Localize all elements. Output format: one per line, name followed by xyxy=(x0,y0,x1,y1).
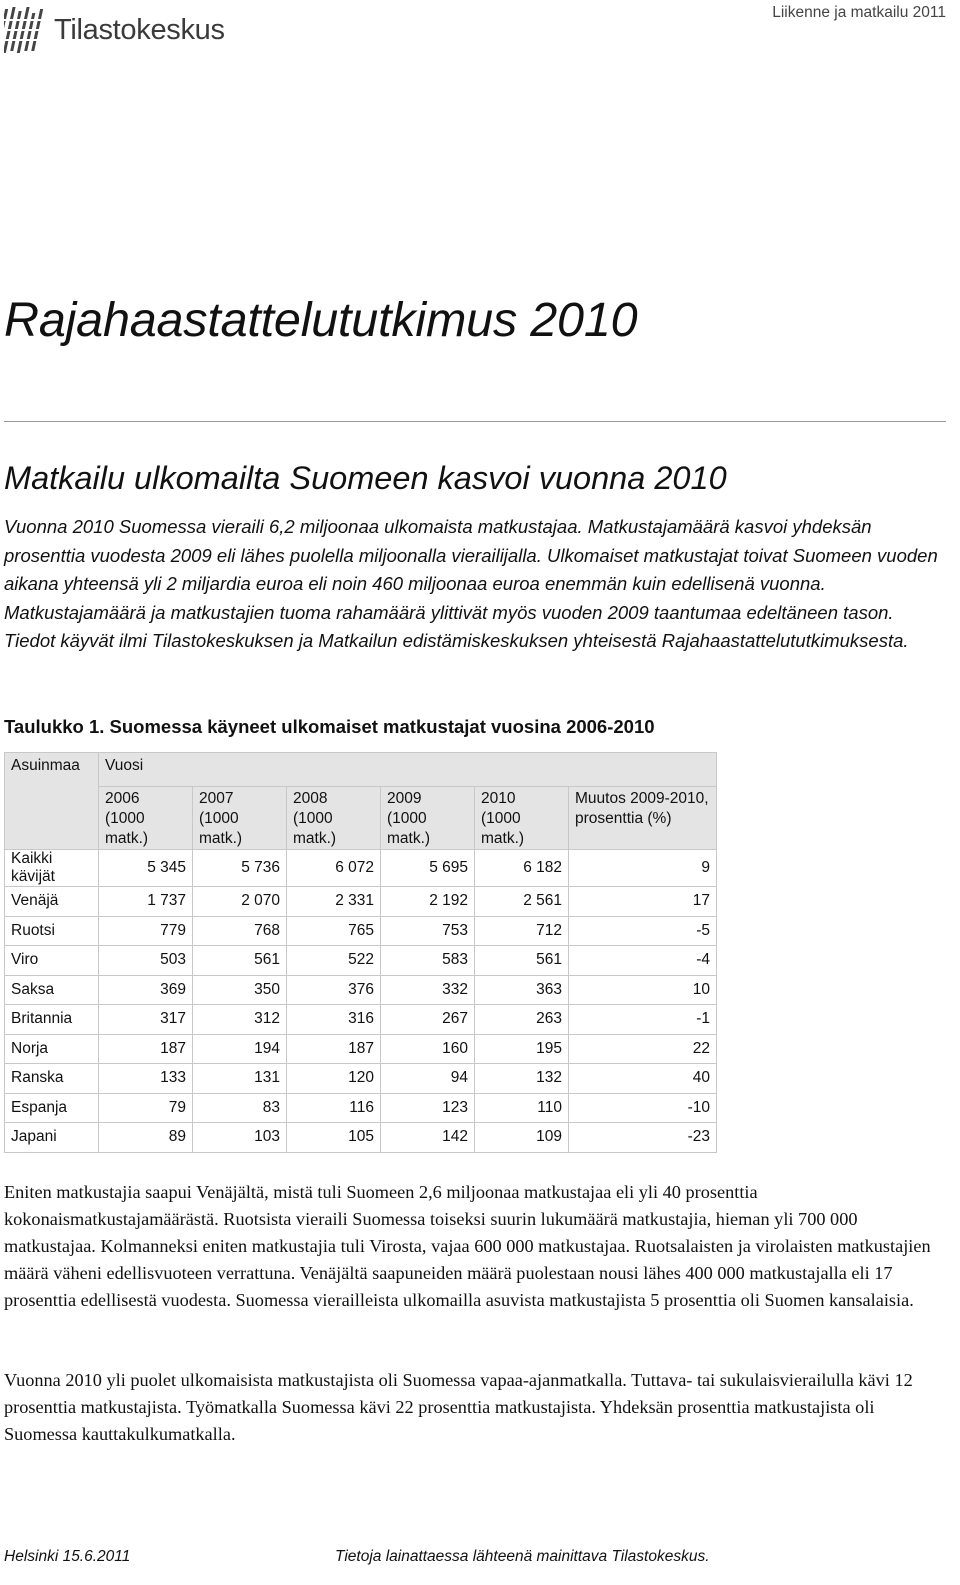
value-cell: 332 xyxy=(381,975,475,1005)
value-cell: 2 070 xyxy=(193,887,287,917)
value-cell: 522 xyxy=(287,946,381,976)
column-header xyxy=(381,787,475,850)
tilastokeskus-logo-icon xyxy=(4,5,48,55)
country-cell: Norja xyxy=(5,1034,99,1064)
country-cell: Britannia xyxy=(5,1005,99,1035)
value-cell: 116 xyxy=(287,1093,381,1123)
column-header-line1: 2007 xyxy=(199,790,234,807)
value-cell: 9 xyxy=(569,850,717,887)
header-country: Asuinmaa xyxy=(5,753,99,850)
value-cell: 187 xyxy=(99,1034,193,1064)
table-row xyxy=(5,887,717,917)
value-cell: 1 737 xyxy=(99,887,193,917)
value-cell: 6 182 xyxy=(475,850,569,887)
column-header xyxy=(193,787,287,850)
value-cell: -1 xyxy=(569,1005,717,1035)
country-cell: Ruotsi xyxy=(5,916,99,946)
value-cell: 132 xyxy=(475,1064,569,1094)
table-row xyxy=(5,1034,717,1064)
column-header xyxy=(287,787,381,850)
value-cell: 10 xyxy=(569,975,717,1005)
value-cell: -23 xyxy=(569,1123,717,1153)
column-header-line1: 2010 xyxy=(481,790,516,807)
table-row xyxy=(5,975,717,1005)
value-cell: 312 xyxy=(193,1005,287,1035)
column-header-line2: (1000 matk.) xyxy=(199,810,243,847)
value-cell: 753 xyxy=(381,916,475,946)
value-cell: 712 xyxy=(475,916,569,946)
column-header-line1: 2006 xyxy=(105,790,140,807)
value-cell: 195 xyxy=(475,1034,569,1064)
column-header-line2: prosenttia (%) xyxy=(575,810,672,827)
table-row xyxy=(5,946,717,976)
footer-date: Helsinki 15.6.2011 xyxy=(4,1548,131,1565)
value-cell: 160 xyxy=(381,1034,475,1064)
value-cell: 142 xyxy=(381,1123,475,1153)
section-label: Liikenne ja matkailu 2011 xyxy=(772,4,946,21)
page-title: Rajahaastattelututkimus 2010 xyxy=(4,293,638,347)
value-cell: 503 xyxy=(99,946,193,976)
table-row xyxy=(5,1005,717,1035)
value-cell: 6 072 xyxy=(287,850,381,887)
column-header-line2: (1000 matk.) xyxy=(481,810,525,847)
value-cell: 779 xyxy=(99,916,193,946)
country-cell: Japani xyxy=(5,1123,99,1153)
column-header-line1: 2008 xyxy=(293,790,328,807)
value-cell: 267 xyxy=(381,1005,475,1035)
value-cell: 5 736 xyxy=(193,850,287,887)
column-header xyxy=(569,787,717,850)
column-header-line2: (1000 matk.) xyxy=(105,810,149,847)
country-cell: Viro xyxy=(5,946,99,976)
value-cell: 316 xyxy=(287,1005,381,1035)
value-cell: 105 xyxy=(287,1123,381,1153)
value-cell: 187 xyxy=(287,1034,381,1064)
value-cell: 120 xyxy=(287,1064,381,1094)
value-cell: 369 xyxy=(99,975,193,1005)
column-header-line2: (1000 matk.) xyxy=(387,810,431,847)
value-cell: 83 xyxy=(193,1093,287,1123)
logo-text: Tilastokeskus xyxy=(54,13,225,46)
value-cell: 110 xyxy=(475,1093,569,1123)
value-cell: 2 331 xyxy=(287,887,381,917)
travelers-table xyxy=(4,752,717,1153)
value-cell: 317 xyxy=(99,1005,193,1035)
value-cell: 133 xyxy=(99,1064,193,1094)
column-header xyxy=(99,787,193,850)
column-header-line2: (1000 matk.) xyxy=(293,810,337,847)
body-paragraph-1: Eniten matkustajia saapui Venäjältä, mistä tuli Suomeen 2,6 miljoonaa matkustajaa eli yli 40 prosenttia kokonaismatkustajamäärästä. Ruotsista vieraili Suomessa toiseksi suurin lukumäärä matkustajia, hieman yli 700 000 matkustajaa. Kolmanneksi eniten matkustajia tuli Virosta, vajaa 600 000 matkustajaa. Ruotsalaisten ja virolaisten matkustajien määrä väheni edellisvuoteen verrattuna. Venäjältä saapuneiden määrä puolestaan nousi lähes 400 000 matkustajalla eli 17 prosenttia edellisestä vuodesta. Suomessa vierailleista ulkomailla asuvista matkustajista 5 prosenttia oli Suomen kansalaisia. xyxy=(4,1182,931,1310)
value-cell: 17 xyxy=(569,887,717,917)
table-row xyxy=(5,850,717,887)
country-cell: Ranska xyxy=(5,1064,99,1094)
value-cell: 376 xyxy=(287,975,381,1005)
value-cell: 583 xyxy=(381,946,475,976)
column-header-line1: 2009 xyxy=(387,790,422,807)
divider xyxy=(4,421,946,422)
value-cell: 123 xyxy=(381,1093,475,1123)
value-cell: 561 xyxy=(475,946,569,976)
country-cell: Saksa xyxy=(5,975,99,1005)
value-cell: -10 xyxy=(569,1093,717,1123)
value-cell: 94 xyxy=(381,1064,475,1094)
value-cell: 765 xyxy=(287,916,381,946)
value-cell: 2 561 xyxy=(475,887,569,917)
table-row xyxy=(5,1123,717,1153)
value-cell: 350 xyxy=(193,975,287,1005)
value-cell: 79 xyxy=(99,1093,193,1123)
country-cell: Kaikki kävijät xyxy=(5,850,99,887)
value-cell: 363 xyxy=(475,975,569,1005)
logo xyxy=(4,4,225,56)
value-cell: 768 xyxy=(193,916,287,946)
value-cell: 131 xyxy=(193,1064,287,1094)
value-cell: 2 192 xyxy=(381,887,475,917)
value-cell: 194 xyxy=(193,1034,287,1064)
table-row xyxy=(5,916,717,946)
release-title: Matkailu ulkomailta Suomeen kasvoi vuonna 2010 xyxy=(4,460,727,496)
value-cell: 40 xyxy=(569,1064,717,1094)
value-cell: 561 xyxy=(193,946,287,976)
column-header-line1: Muutos 2009-2010, xyxy=(575,790,709,807)
country-cell: Espanja xyxy=(5,1093,99,1123)
value-cell: 89 xyxy=(99,1123,193,1153)
value-cell: -5 xyxy=(569,916,717,946)
lead-paragraph: Vuonna 2010 Suomessa vieraili 6,2 miljoonaa ulkomaista matkustajaa. Matkustajamäärä kasvoi yhdeksän prosenttia vuodesta 2009 eli lähes puolella miljoonalla vierailijalla. Ulkomaiset matkustajat toivat Suomeen vuoden aikana yhteensä yli 2 miljardia euroa eli noin 460 miljoonaa euroa enemmän kuin edellisenä vuonna. Matkustajamäärä ja matkustajien tuoma rahamäärä ylittivät myös vuoden 2009 taantumaa edeltäneen tason. Tiedot käyvät ilmi Tilastokeskuksen ja Matkailun edistämiskeskuksen yhteisestä Rajahaastattelututkimuksesta. xyxy=(4,516,938,652)
value-cell: 5 345 xyxy=(99,850,193,887)
value-cell: 109 xyxy=(475,1123,569,1153)
value-cell: 263 xyxy=(475,1005,569,1035)
table-row xyxy=(5,1093,717,1123)
value-cell: 22 xyxy=(569,1034,717,1064)
body-paragraph-2: Vuonna 2010 yli puolet ulkomaisista matkustajista oli Suomessa vapaa-ajanmatkalla. Tuttava- tai sukulaisvierailulla kävi 12 prosenttia matkustajista. Työmatkalla Suomessa kävi 22 prosenttia matkustajista. Yhdeksän prosenttia matkustajista oli Suomessa kauttakulkumatkalla. xyxy=(4,1370,913,1444)
table-row xyxy=(5,1064,717,1094)
country-cell: Venäjä xyxy=(5,887,99,917)
header-year-group: Vuosi xyxy=(99,753,717,787)
table-caption: Taulukko 1. Suomessa käyneet ulkomaiset matkustajat vuosina 2006-2010 xyxy=(4,716,655,737)
value-cell: -4 xyxy=(569,946,717,976)
value-cell: 5 695 xyxy=(381,850,475,887)
footer-source-note: Tietoja lainattaessa lähteenä mainittava Tilastokeskus. xyxy=(335,1548,710,1565)
column-header xyxy=(475,787,569,850)
value-cell: 103 xyxy=(193,1123,287,1153)
